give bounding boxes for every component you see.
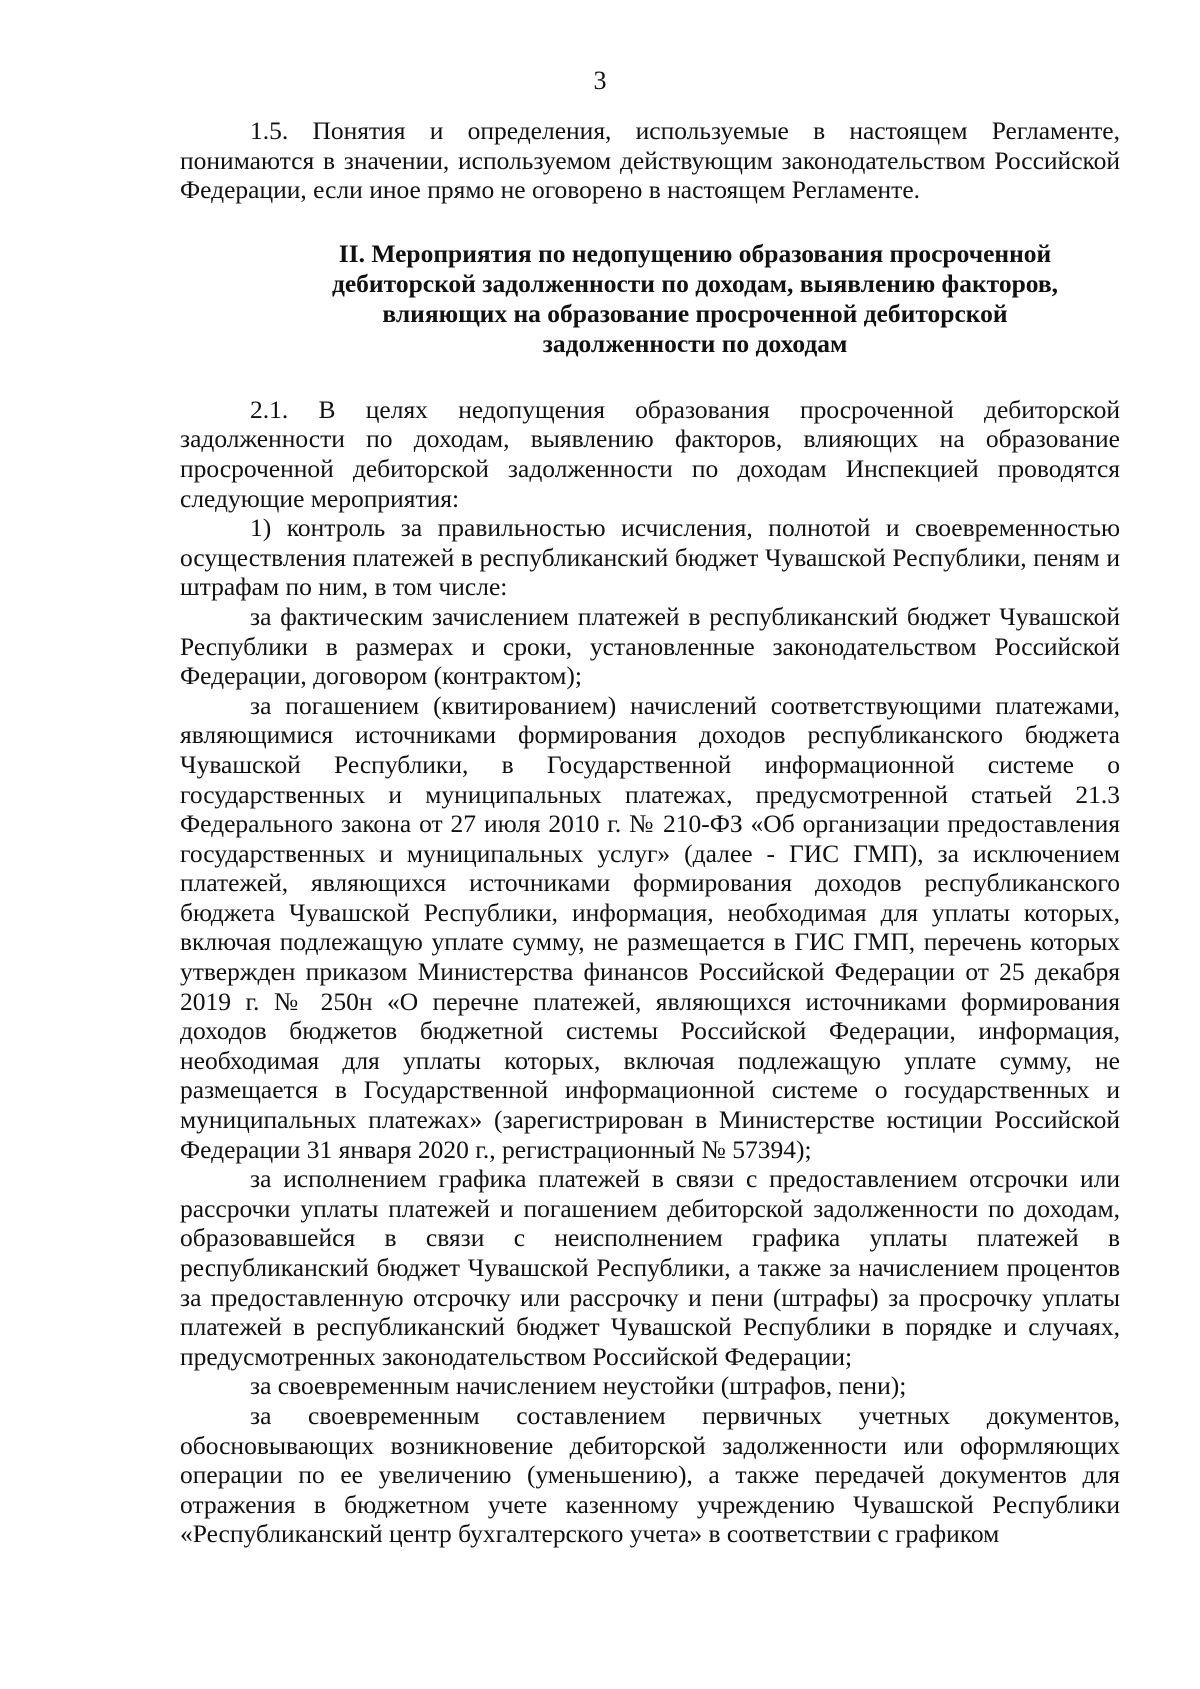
paragraph-2-1: 2.1. В целях недопущения образования просроченной дебиторской задолженности по доходам, выявлению факторов, влияющих на образование просроченной дебиторской задолженности по доходам Инспекцией проводятся следующие мероприятия: — [180, 394, 1120, 513]
heading-line: задолженности по доходам — [542, 328, 848, 358]
paragraph-actual-crediting: за фактическим зачислением платежей в республиканский бюджет Чувашской Республики в размерах и сроки, установленные законодательством Российской Федерации, договором (контрактом); — [180, 601, 1120, 691]
paragraph-1-5: 1.5. Понятия и определения, используемые в настоящем Регламенте, понимаются в значении, используемом действующим законодательством Российской Федерации, если иное прямо не оговорено в настоящем Регламенте. — [180, 116, 1120, 205]
page-number: 3 — [593, 66, 607, 95]
document-body — [180, 116, 1120, 1549]
paragraph-gis-gmp: за погашением (квитированием) начислений соответствующими платежами, являющимися источниками формирования доходов республиканского бюджета Чувашской Республики, в Государственной информационной системе о государственных и муниципальных платежах, предусмотренной статьей 21.3 Федерального закона от 27 июля 2010 г. № 210-ФЗ «Об организации предоставления государственных и муниципальных услуг» (далее - ГИС ГМП), за исключением платежей, являющихся источниками формирования доходов республиканского бюджета Чувашской Республики, информация, необходимая для уплаты которых, включая подлежащую уплате сумму, не размещается в ГИС ГМП, перечень которых утвержден приказом Министерства финансов Российской Федерации от 25 декабря 2019 г. № 250н «О перечне платежей, являющихся источниками формирования доходов бюджетов бюджетной системы Российской Федерации, информация, необходимая для уплаты которых, включая подлежащую уплате сумму, не размещается в Государственной информационной системе о государственных и муниципальных платежах» (зарегистрирован в Министерстве юстиции Российской Федерации 31 января 2020 г., регистрационный № 57394); — [180, 690, 1120, 1164]
section-heading — [180, 239, 1120, 359]
paragraph-primary-documents: за своевременным составлением первичных учетных документов, обосновывающих возникновение дебиторской задолженности или оформляющих операции по ее увеличению (уменьшению), а также передачей документов для отражения в бюджетном учете казенному учреждению Чувашской Республики «Республиканский центр бухгалтерского учета» в соответствии с графиком — [180, 1400, 1120, 1549]
paragraph-payment-schedule: за исполнением графика платежей в связи с предоставлением отсрочки или рассрочки уплаты платежей и погашением дебиторской задолженности по доходам, образовавшейся в связи с неисполнением графика уплаты платежей в республиканский бюджет Чувашской Республики, а также за начислением процентов за предоставленную отсрочку или рассрочку и пени (штрафы) за просрочку уплаты платежей в республиканский бюджет Чувашской Республики в порядке и случаях, предусмотренных законодательством Российской Федерации; — [180, 1164, 1120, 1371]
paragraph-item-1: 1) контроль за правильностью исчисления, полнотой и своевременностью осуществления платежей в республиканский бюджет Чувашской Республики, пеням и штрафам по ним, в том числе: — [180, 513, 1120, 602]
heading-line: влияющих на образование просроченной дебиторской — [382, 298, 1008, 328]
heading-line: II. Мероприятия по недопущению образования просроченной — [338, 238, 1052, 268]
heading-line: дебиторской задолженности по доходам, выявлению факторов, — [331, 268, 1059, 298]
paragraph-penalties: за своевременным начислением неустойки (штрафов, пени); — [250, 1371, 907, 1401]
